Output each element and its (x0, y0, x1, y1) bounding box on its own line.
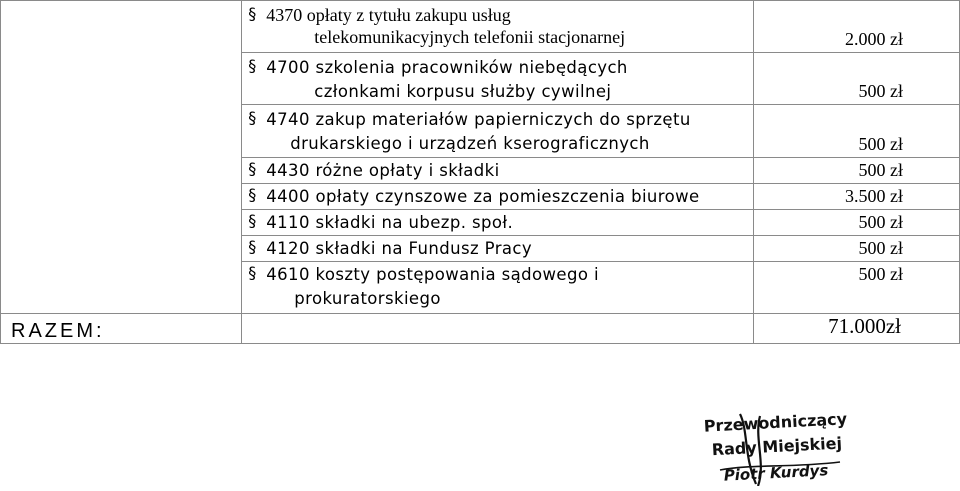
item-line-2: prokuratorskiego (294, 289, 441, 308)
table-row (1, 1, 960, 53)
item-amount: 500 zł (753, 158, 959, 184)
section-sign-icon: § (248, 159, 257, 178)
stamp-line-3: Piotr Kurdys (723, 461, 829, 485)
item-amount: 500 zł (753, 53, 959, 105)
stamp-line-2: Rady Miejskiej (711, 433, 843, 460)
section-sign-icon: § (248, 263, 257, 282)
item-line-2: drukarskiego i urządzeń kserograficznych (290, 134, 650, 153)
item-description (242, 210, 754, 236)
total-description-empty (242, 314, 754, 344)
signature-stamp (700, 408, 850, 486)
item-description (242, 158, 754, 184)
item-description (242, 53, 754, 105)
total-label: RAZEM: (1, 314, 242, 344)
total-row (1, 314, 960, 344)
item-amount: 500 zł (753, 236, 959, 262)
item-line-1: 4430 różne opłaty i składki (266, 161, 500, 180)
total-amount: 71.000zł (753, 314, 959, 344)
label-cell-empty (1, 1, 242, 314)
section-sign-icon: § (248, 185, 257, 204)
item-description (242, 262, 754, 314)
item-line-1: 4400 opłaty czynszowe za pomieszczenia biurowe (266, 187, 700, 206)
section-sign-icon: § (248, 56, 257, 75)
item-line-1: 4120 składki na Fundusz Pracy (266, 239, 533, 258)
item-amount: 500 zł (753, 262, 959, 314)
section-sign-icon: § (248, 237, 257, 256)
item-amount: 3.500 zł (753, 184, 959, 210)
section-sign-icon: § (248, 211, 257, 230)
section-sign-icon: § (248, 108, 257, 127)
item-description (242, 1, 754, 53)
item-amount: 500 zł (753, 210, 959, 236)
item-line-1: 4370 opłaty z tytułu zakupu usług (266, 5, 511, 25)
item-line-2: telekomunikacyjnych telefonii stacjonarnej (314, 27, 626, 47)
signature-stamp-image (700, 408, 850, 486)
item-line-1: 4740 zakup materiałów papierniczych do sprzętu (266, 110, 691, 129)
stamp-line-1: Przewodniczący (703, 409, 848, 436)
item-description (242, 236, 754, 262)
item-line-1: 4110 składki na ubezp. społ. (266, 213, 514, 232)
item-line-1: 4700 szkolenia pracowników niebędących (266, 58, 628, 77)
item-amount: 500 zł (753, 105, 959, 158)
item-description (242, 105, 754, 158)
section-sign-icon: § (248, 4, 257, 23)
item-line-1: 4610 koszty postępowania sądowego i (266, 265, 599, 284)
item-amount: 2.000 zł (753, 1, 959, 53)
item-description (242, 184, 754, 210)
item-line-2: członkami korpusu służby cywilnej (314, 82, 612, 101)
